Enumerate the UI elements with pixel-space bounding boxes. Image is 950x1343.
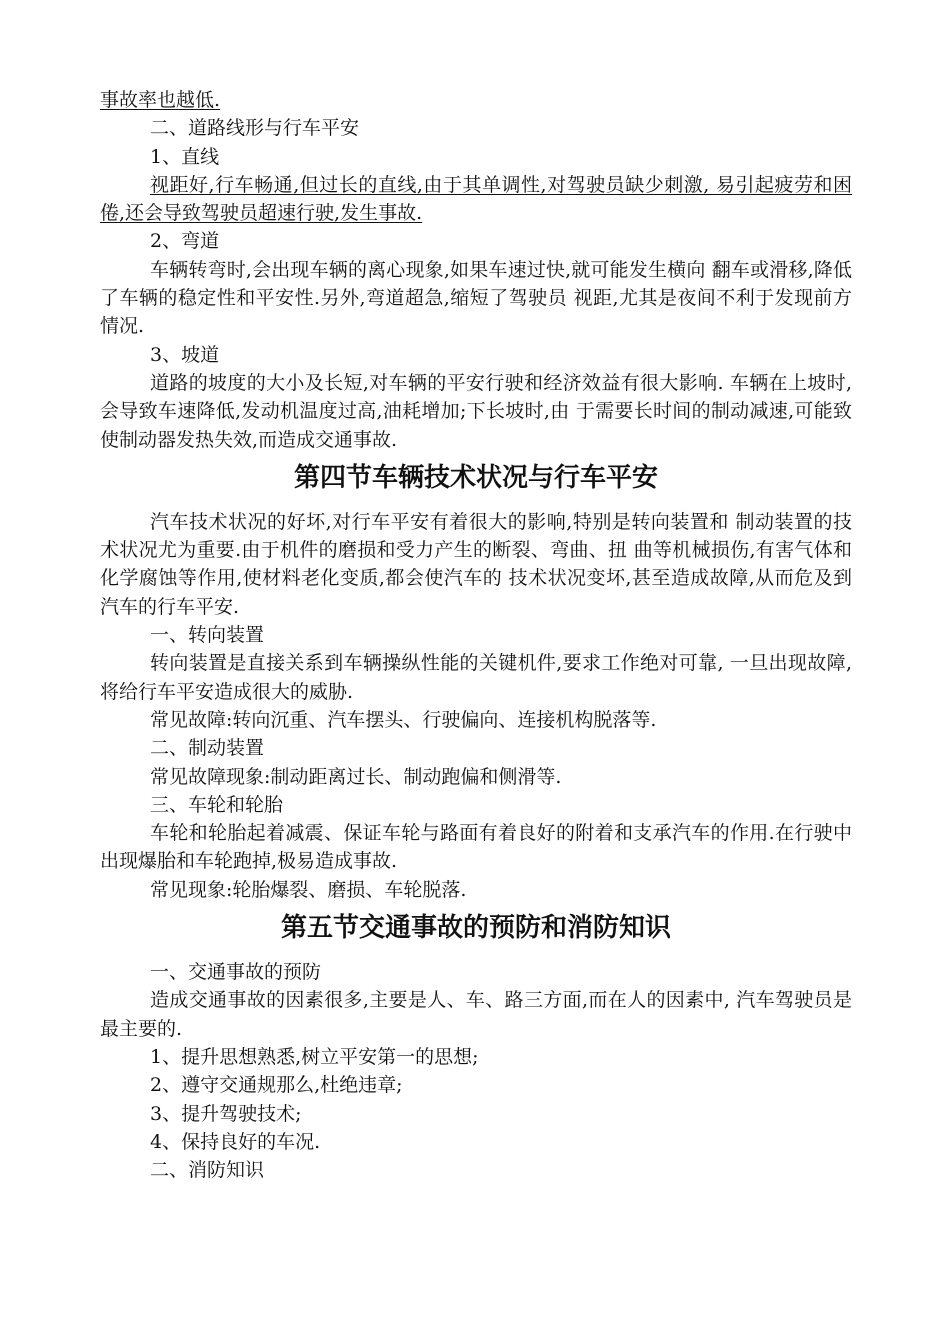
paragraph: 车轮和轮胎起着减震、保证车轮与路面有着良好的附着和支承汽车的作用.在行驶中出现爆胎和车轮跑掉,极易造成事故. — [100, 822, 852, 873]
paragraph: 车辆转弯时,会出现车辆的离心现象,如果车速过快,就可能发生横向 翻车或滑移,降低了车辆的稳定性和平安性.另外,弯道超急,缩短了驾驶员 视距,尤其是夜间不利于发现前方情况. — [100, 258, 852, 338]
paragraph: 转向装置是直接关系到车辆操纵性能的关键机件,要求工作绝对可靠, 一旦出现故障,将给行车平安造成很大的威胁. — [100, 652, 852, 703]
paragraph: 2、弯道 — [150, 230, 220, 253]
paragraph: 4、保持良好的车况. — [150, 1130, 321, 1153]
paragraph: 1、直线 — [150, 145, 220, 168]
underlined-text: 视距好,行车畅通,但过长的直线,由于其单调性,对驾驶员缺少刺激, 易引起疲劳和困倦,还会导致驾驶员超速行驶,发生事故. — [100, 173, 852, 225]
paragraph — [100, 171, 852, 228]
paragraph: 2、遵守交通规那么,杜绝违章; — [150, 1074, 403, 1097]
paragraph: 常见故障:转向沉重、汽车摆头、行驶偏向、连接机构脱落等. — [150, 708, 657, 731]
paragraph: 二、制动装置 — [150, 737, 265, 760]
paragraph: 二、消防知识 — [150, 1159, 265, 1182]
section-heading: 第五节交通事故的预防和消防知识 — [280, 913, 671, 944]
paragraph — [100, 86, 852, 114]
paragraph: 3、坡道 — [150, 343, 220, 366]
paragraph: 3、提升驾驶技术; — [150, 1102, 302, 1125]
paragraph: 汽车技术状况的好坏,对行车平安有着很大的影响,特别是转向装置和 制动装置的技术状况尤为重要.由于机件的磨损和受力产生的断裂、弯曲、扭 曲等机械损伤,有害气体和化学腐蚀等作用,使材料老化变质,都会使汽车的 技术状况变坏,甚至造成故障,从而危及到汽车的行车平安. — [100, 510, 852, 618]
document-body — [100, 86, 852, 1184]
paragraph: 常见故障现象:制动距离过长、制动跑偏和侧滑等. — [150, 765, 562, 788]
paragraph: 一、转向装置 — [150, 624, 265, 647]
paragraph: 造成交通事故的因素很多,主要是人、车、路三方面,而在人的因素中, 汽车驾驶员是最主要的. — [100, 989, 852, 1040]
paragraph: 道路的坡度的大小及长短,对车辆的平安行驶和经济效益有很大影响. 车辆在上坡时,会导致车速降低,发动机温度过高,油耗增加;下长坡时,由 于需要长时间的制动减速,可能致使制动器发热失效,而造成交通事故. — [100, 371, 852, 451]
paragraph: 1、提升思想熟悉,树立平安第一的思想; — [150, 1045, 479, 1068]
paragraph: 常见现象:轮胎爆裂、磨损、车轮脱落. — [150, 878, 467, 901]
paragraph: 二、道路线形与行车平安 — [150, 117, 360, 140]
paragraph: 三、车轮和轮胎 — [150, 793, 284, 816]
paragraph: 一、交通事故的预防 — [150, 961, 322, 984]
underlined-text: 事故率也越低. — [100, 89, 221, 111]
section-heading: 第四节车辆技术状况与行车平安 — [293, 462, 658, 493]
